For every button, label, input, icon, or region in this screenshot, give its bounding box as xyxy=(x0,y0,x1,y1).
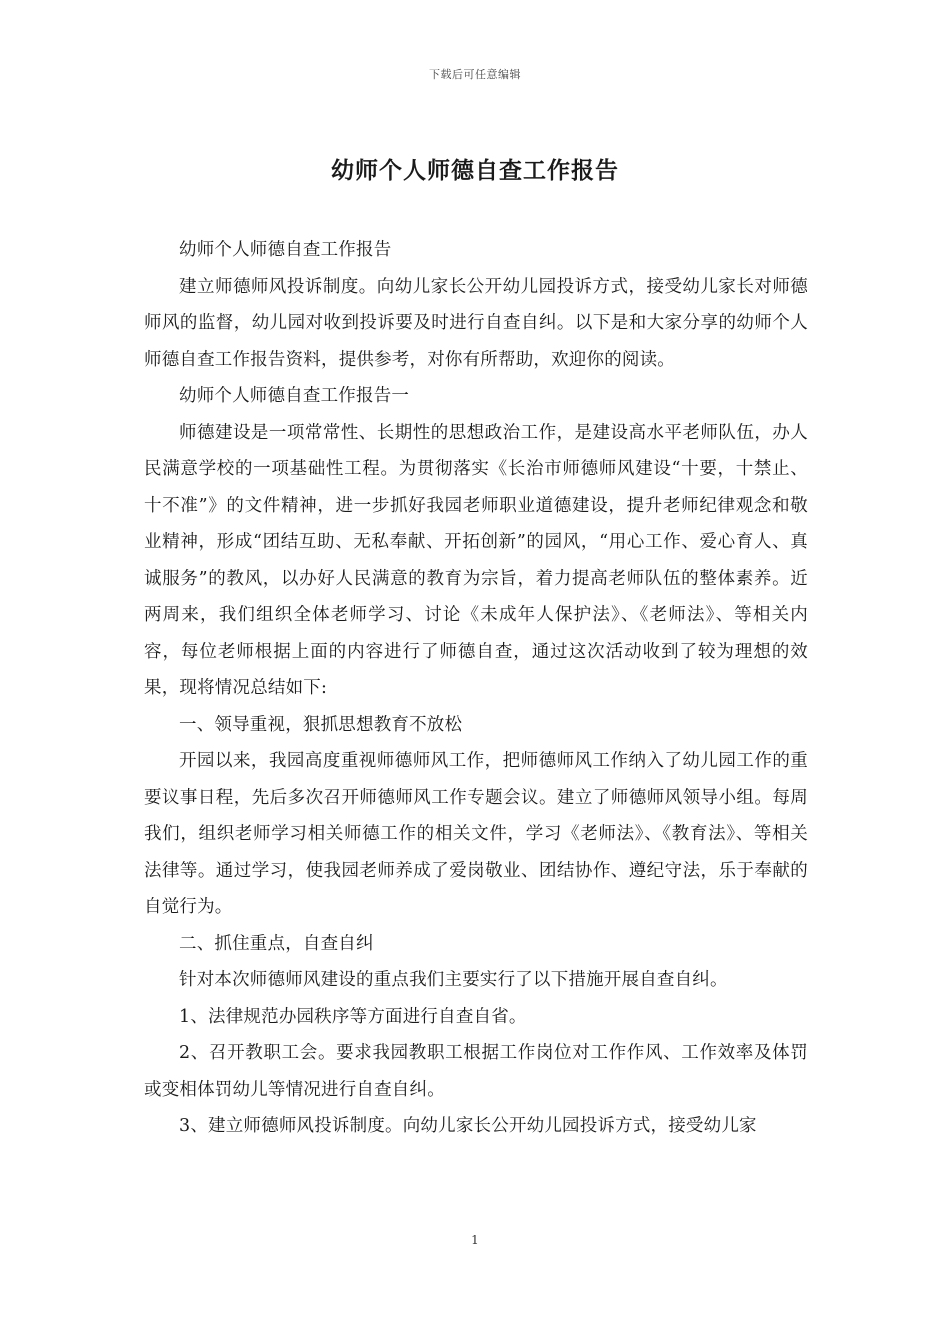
paragraph-intro: 建立师德师风投诉制度。向幼儿家长公开幼儿园投诉方式，接受幼儿家长对师德师风的监督，幼儿园对收到投诉要及时进行自查自纠。以下是和大家分享的幼师个人师德自查工作报告资料，提供参考，对你有所帮助，欢迎你的阅读。 xyxy=(144,276,808,370)
paragraph-item-2: 2、召开教职工会。要求我园教职工根据工作岗位对工作作风、工作效率及体罚或变相体罚幼儿等情况进行自查自纠。 xyxy=(144,1043,808,1100)
paragraph-section-two-heading: 二、抓住重点，自查自纠 xyxy=(179,933,374,954)
paragraph-section-two-intro: 针对本次师德师风建设的重点我们主要实行了以下措施开展自查自纠。 xyxy=(179,970,728,990)
paragraph-subtitle: 幼师个人师德自查工作报告 xyxy=(179,240,392,260)
paragraph-item-1: 1、法律规范办园秩序等方面进行自查自省。 xyxy=(179,1006,527,1027)
paragraph-section-one-body: 开园以来，我园高度重视师德师风工作，把师德师风工作纳入了幼儿园工作的重要议事日程，先后多次召开师德师风工作专题会议。建立了师德师风领导小组。每周我们，组织老师学习相关师德工作的相关文件，学习《老师法》、《教育法》、等相关法律等。通过学习，使我园老师养成了爱岗敬业、团结协作、遵纪守法，乐于奉献的自觉行为。 xyxy=(144,751,808,917)
paragraph-section-one-heading: 一、领导重视，狠抓思想教育不放松 xyxy=(179,714,463,735)
paragraph-item-3: 3、建立师德师风投诉制度。向幼儿家长公开幼儿园投诉方式，接受幼儿家 xyxy=(179,1116,757,1136)
header-note: 下载后可任意编辑 xyxy=(429,68,521,81)
document-body xyxy=(144,232,808,1145)
document-title: 幼师个人师德自查工作报告 xyxy=(331,157,619,184)
paragraph-report-one-body: 师德建设是一项常常性、长期性的思想政治工作，是建设高水平老师队伍，办人民满意学校的一项基础性工程。为贯彻落实《长治市师德师风建设“十要，十禁止、十不准”》的文件精神，进一步抓好我园老师职业道德建设，提升老师纪律观念和敬业精神，形成“团结互助、无私奉献、开拓创新”的园风，“用心工作、爱心育人、真诚服务”的教风，以办好人民满意的教育为宗旨，着力提高老师队伍的整体素养。近两周来，我们组织全体老师学习、讨论《未成年人保护法》、《老师法》、等相关内容，每位老师根据上面的内容进行了师德自查，通过这次活动收到了较为理想的效果，现将情况总结如下: xyxy=(144,422,808,698)
page-number: 1 xyxy=(471,1233,479,1247)
paragraph-report-one-heading: 幼师个人师德自查工作报告一 xyxy=(179,386,410,406)
